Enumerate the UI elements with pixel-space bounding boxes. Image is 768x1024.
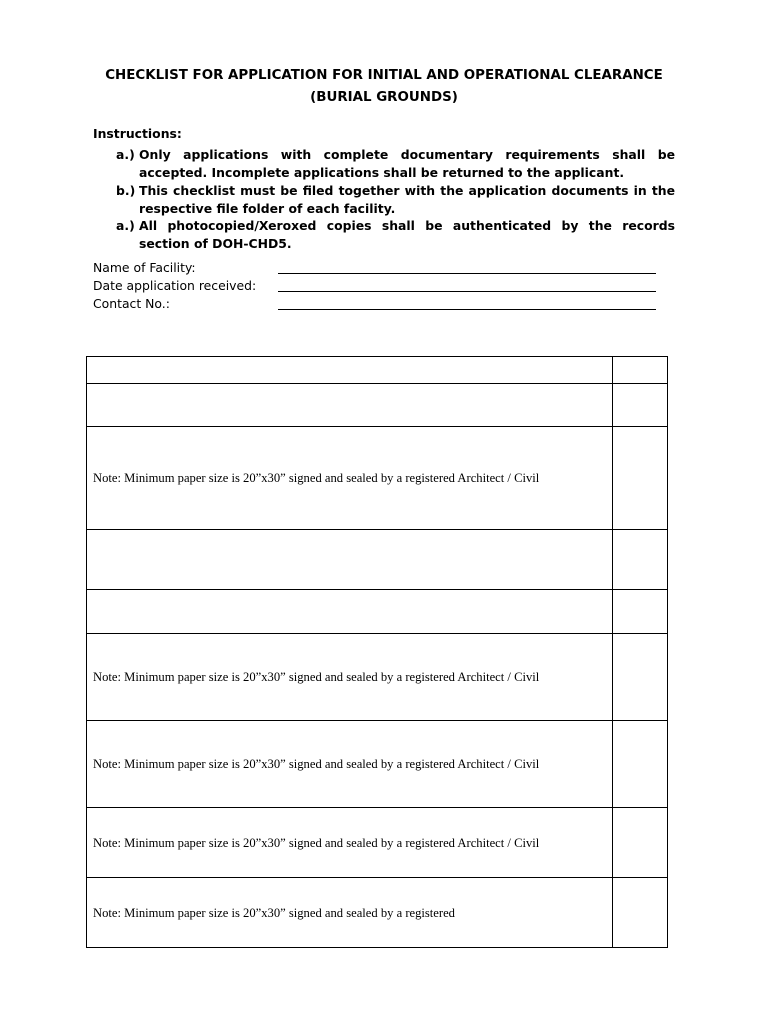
requirement-note: Note: Minimum paper size is 20”x30” signed and sealed by a registered Architect / Civil — [87, 808, 613, 878]
document-title-line-2: (BURIAL GROUNDS) — [310, 90, 458, 105]
checkbox-cell[interactable] — [613, 590, 668, 634]
checklist-row — [87, 634, 668, 721]
requirement-note: Note: Minimum paper size is 20”x30” signed and sealed by a registered Architect / Civil — [87, 634, 613, 721]
requirements-checklist-table — [86, 356, 668, 948]
field-label-facility-name: Name of Facility: — [93, 260, 196, 275]
checklist-row — [87, 357, 668, 384]
document-title-line-1: CHECKLIST FOR APPLICATION FOR INITIAL AND OPERATIONAL CLEARANCE — [105, 68, 663, 83]
instruction-text: Only applications with complete documentary requirements shall be accepted. Incomplete applications shall be returned to the applicant. — [139, 147, 675, 180]
instruction-item — [116, 217, 675, 252]
instruction-text: All photocopied/Xeroxed copies shall be authenticated by the records section of DOH-CHD5. — [139, 218, 675, 251]
requirement-cell — [87, 384, 613, 427]
checklist-row — [87, 530, 668, 590]
checklist-row — [87, 808, 668, 878]
instructions-heading: Instructions: — [93, 126, 182, 141]
date-received-line[interactable] — [278, 291, 656, 292]
instruction-marker: a.) — [116, 147, 135, 162]
checkbox-cell[interactable] — [613, 808, 668, 878]
instruction-marker: a.) — [116, 218, 135, 233]
instruction-text: This checklist must be filed together with the application documents in the respective file folder of each facility. — [139, 183, 675, 216]
checkbox-cell[interactable] — [613, 721, 668, 808]
contact-no-line[interactable] — [278, 309, 656, 310]
requirement-note: Note: Minimum paper size is 20”x30” signed and sealed by a registered Architect / Civil — [87, 721, 613, 808]
facility-name-line[interactable] — [278, 273, 656, 274]
requirement-note: Note: Minimum paper size is 20”x30” signed and sealed by a registered — [87, 878, 613, 948]
instruction-item — [116, 182, 675, 217]
instruction-item — [116, 146, 675, 181]
checklist-row — [87, 878, 668, 948]
requirement-cell — [87, 590, 613, 634]
field-label-date-received: Date application received: — [93, 278, 257, 293]
requirement-cell — [87, 530, 613, 590]
checkbox-cell[interactable] — [613, 634, 668, 721]
requirement-note: Note: Minimum paper size is 20”x30” signed and sealed by a registered Architect / Civil — [87, 427, 613, 530]
checklist-row — [87, 721, 668, 808]
checkbox-cell[interactable] — [613, 878, 668, 948]
checkbox-cell[interactable] — [613, 357, 668, 384]
field-label-contact-no: Contact No.: — [93, 296, 170, 311]
instruction-marker: b.) — [116, 183, 136, 198]
checkbox-cell[interactable] — [613, 530, 668, 590]
checklist-row — [87, 590, 668, 634]
checklist-row — [87, 384, 668, 427]
checkbox-cell[interactable] — [613, 384, 668, 427]
requirement-cell — [87, 357, 613, 384]
checkbox-cell[interactable] — [613, 427, 668, 530]
checklist-row — [87, 427, 668, 530]
